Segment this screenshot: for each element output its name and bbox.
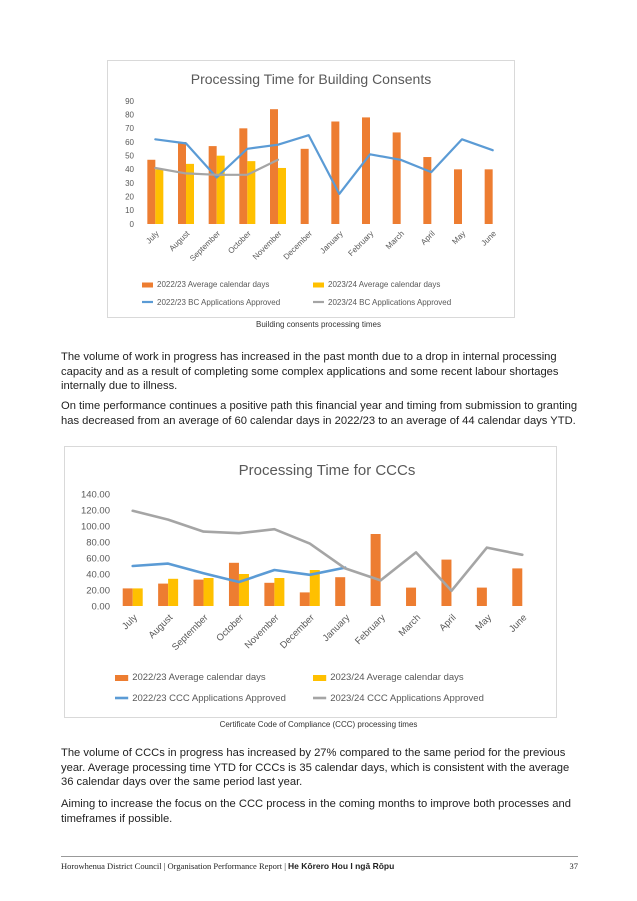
bar-2023-24 [278, 168, 286, 224]
line-series-2022-23 [155, 135, 492, 194]
x-tick-label: January [318, 229, 345, 256]
x-tick-label: October [226, 229, 253, 256]
y-tick-label: 40 [125, 165, 134, 175]
bar-2022-23 [331, 122, 339, 225]
y-tick-label: 40.00 [86, 569, 110, 581]
y-tick-label: 20 [125, 192, 134, 202]
y-tick-label: 0.00 [91, 601, 110, 613]
x-tick-label: May [450, 229, 468, 247]
bar-2023-24 [217, 156, 225, 224]
bar-2022-23 [147, 160, 155, 224]
x-tick-label: September [170, 612, 211, 653]
x-tick-label: May [473, 612, 494, 633]
legend-label: 2022/23 Average calendar days [157, 280, 270, 289]
legend-label: 2023/24 Average calendar days [330, 672, 464, 683]
legend-swatch [142, 283, 153, 288]
y-tick-label: 80.00 [86, 537, 110, 549]
bar-2022-23 [239, 128, 247, 224]
bar-2023-24 [274, 578, 284, 606]
legend-swatch [313, 675, 326, 681]
x-tick-label: January [320, 612, 353, 645]
building-consents-chart [107, 60, 515, 318]
x-tick-label: July [144, 229, 161, 246]
bar-2022-23 [362, 117, 370, 224]
bar-2023-24 [133, 588, 143, 606]
y-tick-label: 30 [125, 178, 134, 188]
x-tick-label: October [214, 612, 247, 645]
bar-2022-23 [158, 584, 168, 606]
y-tick-label: 70 [125, 124, 134, 134]
bar-2022-23 [194, 580, 204, 606]
x-tick-label: June [507, 612, 530, 635]
legend-label: 2022/23 CCC Applications Approved [132, 693, 286, 704]
bar-2022-23 [406, 588, 416, 606]
ccc-chart-svg [65, 447, 556, 717]
x-tick-label: April [437, 612, 459, 634]
x-tick-label: August [146, 612, 176, 642]
bar-2022-23 [270, 109, 278, 224]
page-number: 37 [569, 861, 578, 871]
bar-2022-23 [123, 588, 133, 606]
bar-2022-23 [264, 583, 274, 606]
y-tick-label: 60 [125, 137, 134, 147]
chart-title: Processing Time for Building Consents [190, 71, 432, 87]
bar-2022-23 [371, 534, 381, 606]
x-tick-label: November [250, 229, 284, 262]
legend-label: 2023/24 Average calendar days [328, 280, 441, 289]
chart2-caption: Certificate Code of Compliance (CCC) processing times [219, 720, 418, 729]
y-tick-label: 80 [125, 110, 134, 120]
x-tick-label: November [242, 612, 282, 652]
bar-2023-24 [204, 578, 214, 606]
y-tick-label: 140.00 [80, 489, 110, 501]
footer-bold-text: He Kōrero Hou I ngā Rōpu [288, 861, 395, 871]
x-tick-label: December [281, 229, 315, 262]
bar-2022-23 [301, 149, 309, 224]
y-tick-label: 100.00 [80, 521, 110, 533]
x-tick-label: April [419, 229, 437, 247]
y-tick-label: 120.00 [80, 505, 110, 517]
line-series-2023-24 [133, 511, 523, 591]
y-tick-label: 60.00 [86, 553, 110, 565]
bar-2022-23 [209, 146, 217, 224]
legend-label: 2023/24 CCC Applications Approved [330, 693, 484, 704]
x-tick-label: March [396, 612, 424, 639]
paragraph-work-in-progress: The volume of work in progress has increased in the past month due to a drop in internal processing capacity and as a result of completing some complex applications and some recent labour shortages internally due to illness. [61, 351, 559, 393]
legend-label: 2022/23 Average calendar days [132, 672, 266, 683]
bar-2022-23 [178, 142, 186, 224]
building-consents-chart-svg [108, 61, 514, 317]
legend-label: 2023/24 BC Applications Approved [328, 298, 452, 307]
bar-2022-23 [454, 169, 462, 224]
bar-2022-23 [335, 577, 345, 606]
x-tick-label: February [346, 229, 376, 259]
footer-rule [61, 856, 578, 857]
chart1-caption: Building consents processing times [256, 320, 381, 329]
page-footer [61, 861, 578, 871]
footer-text: Horowhenua District Council | Organisation Performance Report | [61, 861, 289, 871]
bar-2022-23 [300, 592, 310, 606]
bar-2022-23 [512, 568, 522, 606]
paragraph-ccc-volume: The volume of CCCs in progress has increased by 27% compared to the same period for the previous year. Average processing time YTD for CCCs is 35 calendar days, which is consistent with the average 36 calendar days over the same period last year. [61, 747, 570, 789]
y-tick-label: 20.00 [86, 585, 110, 597]
y-tick-label: 50 [125, 151, 134, 161]
chart-title: Processing Time for CCCs [238, 462, 416, 479]
x-tick-label: March [383, 229, 407, 252]
bar-2022-23 [393, 132, 401, 224]
legend-swatch [115, 675, 128, 681]
y-tick-label: 90 [125, 96, 134, 106]
x-tick-label: December [278, 612, 317, 652]
bar-2022-23 [423, 157, 431, 224]
x-tick-label: February [353, 612, 388, 648]
bar-2022-23 [485, 169, 493, 224]
x-tick-label: September [188, 229, 223, 264]
bar-2022-23 [477, 588, 487, 606]
x-tick-label: August [167, 229, 192, 254]
bar-2022-23 [229, 563, 239, 606]
paragraph-on-time-performance: On time performance continues a positive path this financial year and timing from submission to granting has decreased from an average of 60 calendar days in 2022/23 to an average of 44 calendar days YTD. [61, 400, 578, 427]
x-tick-label: June [479, 229, 499, 248]
y-tick-label: 0 [129, 219, 134, 229]
y-tick-label: 10 [125, 206, 134, 216]
paragraph-ccc-focus: Aiming to increase the focus on the CCC process in the coming months to improve both processes and timeframes if possible. [61, 798, 571, 825]
bar-2023-24 [168, 579, 178, 606]
legend-label: 2022/23 BC Applications Approved [157, 298, 281, 307]
ccc-chart [64, 446, 557, 718]
legend-swatch [313, 283, 324, 288]
bar-2023-24 [155, 169, 163, 224]
x-tick-label: July [120, 612, 140, 633]
